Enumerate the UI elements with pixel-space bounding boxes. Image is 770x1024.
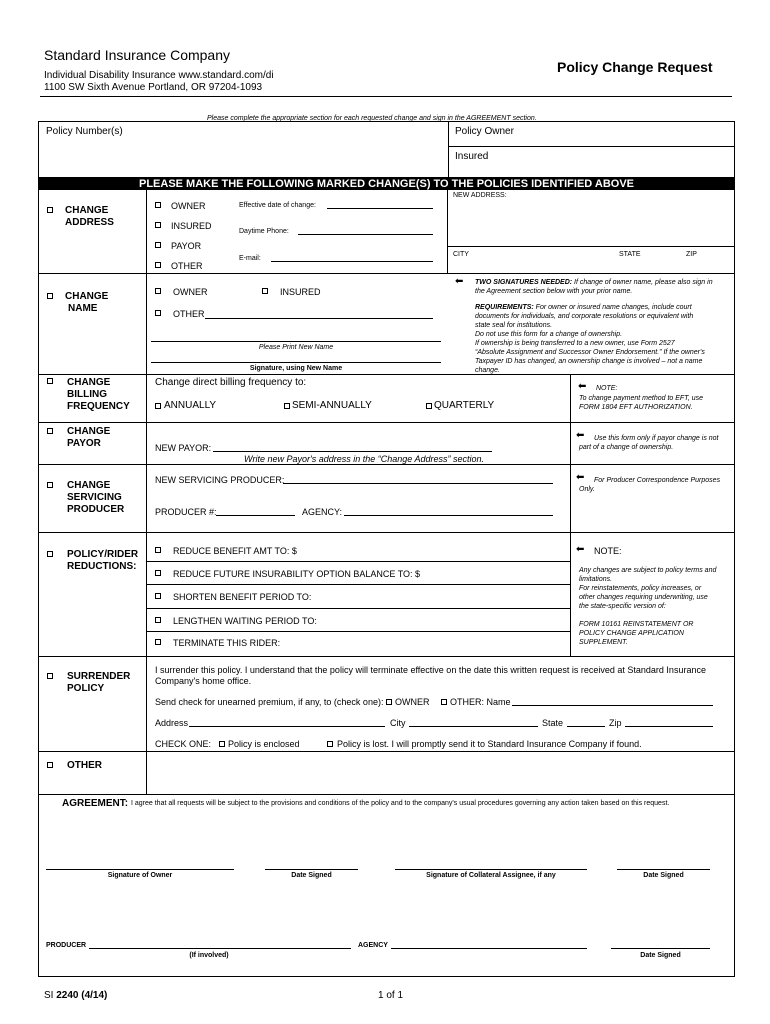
two-sig-bold: TWO SIGNATURES NEEDED: [475,279,573,286]
row-sep [447,273,735,274]
name-other-label: OTHER [173,309,205,319]
instruction-text: Please complete the appropriate section for each requested change and sign in the AGREEMENT section. [207,115,537,122]
surrender-zip-field[interactable] [625,726,713,727]
form-prefix: SI [44,990,57,1001]
payor-note-1: Use this form only if payor change is not [594,435,719,442]
name-owner-label: OWNER [173,287,208,297]
producer-sig-label: PRODUCER [46,942,87,949]
check-owner-label: OWNER [395,697,430,707]
assignee-date-field[interactable] [617,869,710,870]
address-owner-checkbox[interactable] [155,202,161,208]
req-note [475,303,692,312]
name-other-field[interactable] [205,318,433,319]
policy-owner-label: Policy Owner [455,126,514,137]
reductions-note-8: SUPPLEMENT. [579,639,628,646]
new-payor-label: NEW PAYOR: [155,443,212,453]
other-checkbox[interactable] [47,762,53,768]
city-rule [447,246,735,247]
change-name-checkbox[interactable] [47,293,53,299]
check-owner-checkbox[interactable] [386,699,392,705]
reduce-benefit-checkbox[interactable] [155,547,161,553]
if-involved-label: (If involved) [189,952,229,959]
label-column-divider [146,190,147,794]
surrender-label: POLICY [67,683,105,694]
row-sep [38,751,735,752]
form-number-bold: 2240 (4/14) [56,990,108,1001]
payor-address-note: Write new Payor's address in the “Change Address” section. [244,454,484,464]
notes-divider [570,374,571,656]
print-new-name-label [151,343,441,352]
change-producer-label: SERVICING [67,492,122,503]
annually-checkbox[interactable] [155,403,161,409]
top-divider [448,121,449,177]
lengthen-waiting-checkbox[interactable] [155,617,161,623]
req-note-4: Do not use this form for a change of ownership. [475,331,623,338]
arrow-left-icon: ⬅ [576,472,585,483]
row-sep [38,273,447,274]
billing-note-2: To change payment method to EFT, use [579,395,704,402]
reductions-note-2: limitations. [579,576,613,583]
owner-signature-field[interactable] [46,869,234,870]
req-note-8: change. [475,367,500,374]
two-sig-text: If change of owner name, please also sign in [572,279,713,286]
two-sig-note-2: the Agreement section below with your prior name. [475,288,633,295]
address-payor-checkbox[interactable] [155,242,161,248]
insured-label: Insured [455,151,489,162]
two-sig-note [475,278,713,287]
address-payor-label: PAYOR [171,241,202,251]
new-servicing-field[interactable] [283,483,553,484]
policy-lost-checkbox[interactable] [327,741,333,747]
row-sep [38,794,735,795]
page-number: 1 of 1 [378,990,404,1001]
billing-note-3: FORM 1804 EFT AUTHORIZATION. [579,404,693,411]
reductions-note-6: FORM 10161 REINSTATEMENT OR [579,621,694,628]
owner-date-label: Date Signed [291,872,332,879]
company-name: Standard Insurance Company [44,47,230,63]
surrender-zip-label: Zip [609,718,622,728]
reductions-label: POLICY/RIDER [67,549,139,560]
form-title: Policy Change Request [557,59,713,75]
policy-lost-label: Policy is lost. I will promptly send it to Standard Insurance Company if found. [337,739,642,749]
email-field[interactable] [271,261,433,262]
owner-signature-label: Signature of Owner [107,872,173,879]
agreement-text: I agree that all requests will be subject to the provisions and conditions of the policy and to the company's usual procedures governing any action taken based on this request. [131,800,670,807]
change-name-label: NAME [68,303,98,314]
req-note-5: If ownership is being transferred to a new owner, use Form 2527 [475,340,675,347]
surrender-text-1: I surrender this policy. I understand that the policy will terminate effective on the date this written request is received at Standard Insurance [155,665,706,675]
reduce-insurability-label: REDUCE FUTURE INSURABILITY OPTION BALANCE TO: $ [173,569,421,579]
policy-enclosed-label: Policy is enclosed [228,739,300,749]
change-producer-label: PRODUCER [67,504,125,515]
agreement-label: AGREEMENT: [62,798,129,809]
daytime-phone-field[interactable] [298,234,433,235]
producer-date-label: Date Signed [640,952,681,959]
change-name-label: CHANGE [65,291,109,302]
row-sep [38,374,735,375]
print-new-name-text: Please Print New Name [258,344,334,351]
annually-label: ANNUALLY [164,400,217,411]
surrender-checkbox[interactable] [47,673,53,679]
row-sep [38,422,735,423]
policy-enclosed-checkbox[interactable] [219,741,225,747]
req-bold: REQUIREMENTS: [475,304,534,311]
zip-label: ZIP [686,251,697,258]
banner-text: PLEASE MAKE THE FOLLOWING MARKED CHANGE(S) TO THE POLICIES IDENTIFIED ABOVE [138,178,635,190]
address-insured-label: INSURED [171,221,212,231]
form-number [44,990,107,1002]
name-insured-label: INSURED [280,287,321,297]
new-servicing-label: NEW SERVICING PRODUCER: [155,475,285,485]
change-payor-checkbox[interactable] [47,428,53,434]
producer-note-2: Only. [579,486,595,493]
check-other-checkbox[interactable] [441,699,447,705]
reductions-rule [146,608,570,609]
address-owner-label: OWNER [171,201,206,211]
change-address-label: ADDRESS [65,217,114,228]
change-producer-checkbox[interactable] [47,482,53,488]
req-note-2: documents for individuals, and corporate resolutions or equivalent with [475,313,694,320]
producer-num-field[interactable] [216,515,295,516]
reductions-note-5: the state-specific version of: [579,603,666,610]
agency-label: AGENCY: [302,507,343,517]
reductions-rule [146,584,570,585]
reductions-note-3: For reinstatements, policy increases, or [579,585,702,592]
effective-date-field[interactable] [327,208,433,209]
producer-note-1: For Producer Correspondence Purposes [594,477,721,484]
agency-sig-field[interactable] [391,948,587,949]
policy-numbers-label: Policy Number(s) [46,126,123,137]
agency-field[interactable] [344,515,553,516]
assignee-signature-field[interactable] [395,869,587,870]
check-other-label: OTHER: Name [450,697,511,707]
check-one-label: CHECK ONE: [155,739,212,749]
change-billing-label: CHANGE [67,377,111,388]
change-payor-label: PAYOR [67,438,101,449]
change-address-checkbox[interactable] [47,207,53,213]
reductions-checkbox[interactable] [47,551,53,557]
surrender-state-label: State [542,718,564,728]
quarterly-label: QUARTERLY [434,400,495,411]
assignee-signature-label: Signature of Collateral Assignee, if any [426,872,556,879]
arrow-left-icon: ⬅ [576,544,585,555]
semi-annually-checkbox[interactable] [284,403,290,409]
state-label: STATE [619,251,641,258]
new-address-label: NEW ADDRESS: [453,192,507,199]
surrender-label: SURRENDER [67,671,131,682]
change-producer-label: CHANGE [67,480,111,491]
signature-new-name-label: Signature, using New Name [249,365,343,372]
billing-prompt: Change direct billing frequency to: [155,377,307,388]
reductions-rule [146,631,570,632]
shorten-benefit-label: SHORTEN BENEFIT PERIOD TO: [173,592,312,602]
name-other-checkbox[interactable] [155,310,161,316]
surrender-address-field[interactable] [189,726,385,727]
header-rule [40,96,732,97]
change-billing-label: FREQUENCY [67,401,130,412]
producer-num-label: PRODUCER #: [155,507,217,517]
req-note-6: “Absolute Assignment and Successor Owner Endorsement.” If the owner's [475,349,705,356]
surrender-city-field[interactable] [409,726,538,727]
company-subline: Individual Disability Insurance www.standard.com/di [44,70,274,81]
new-payor-field[interactable] [213,451,492,452]
owner-date-field[interactable] [265,869,358,870]
req-note-3: state seal for institutions. [475,322,553,329]
req-note-7: Taxpayer ID has changed, an ownership change is involved – not a name [475,358,703,365]
surrender-city-label: City [390,718,406,728]
effective-date-label: Effective date of change: [239,202,316,209]
company-address: 1100 SW Sixth Avenue Portland, OR 97204-1093 [44,82,263,93]
change-billing-checkbox[interactable] [47,378,53,384]
send-check-label: Send check for unearned premium, if any, to (check one): [155,697,384,707]
surrender-state-field[interactable] [567,726,605,727]
semi-annually-label: SEMI-ANNUALLY [292,400,372,411]
address-other-label: OTHER [171,261,203,271]
row-sep [38,656,735,657]
address-other-checkbox[interactable] [155,262,161,268]
producer-sig-field[interactable] [89,948,351,949]
surrender-text-2: Company's home office. [155,676,252,686]
terminate-rider-label: TERMINATE THIS RIDER: [173,638,281,648]
other-label: OTHER [67,760,102,771]
arrow-left-icon: ⬅ [455,276,464,287]
daytime-phone-label: Daytime Phone: [239,228,289,235]
reductions-note-title: NOTE: [594,546,622,556]
change-payor-label: CHANGE [67,426,111,437]
arrow-left-icon: ⬅ [576,430,585,441]
reductions-note-7: POLICY CHANGE APPLICATION [579,630,684,637]
quarterly-checkbox[interactable] [426,403,432,409]
address-insured-checkbox[interactable] [155,222,161,228]
row-sep [38,532,735,533]
assignee-date-label: Date Signed [643,872,684,879]
terminate-rider-checkbox[interactable] [155,639,161,645]
req-text: For owner or insured name changes, include court [533,304,692,311]
reductions-rule [146,561,570,562]
address-right-divider [447,190,448,273]
shorten-benefit-checkbox[interactable] [155,593,161,599]
name-owner-checkbox[interactable] [155,288,161,294]
city-label: CITY [453,251,469,258]
change-billing-label: BILLING [67,389,107,400]
producer-date-field[interactable] [611,948,710,949]
owner-rule [448,146,735,147]
print-new-name-field[interactable] [151,341,441,342]
reductions-label: REDUCTIONS: [67,561,137,572]
name-insured-checkbox[interactable] [262,288,268,294]
reductions-note-4: other changes requiring underwriting, use [579,594,708,601]
agency-sig-label: AGENCY [358,942,388,949]
other-name-field[interactable] [512,705,713,706]
reduce-benefit-label: REDUCE BENEFIT AMT TO: $ [173,546,297,556]
change-address-label: CHANGE [65,205,109,216]
arrow-left-icon: ⬅ [578,381,587,392]
lengthen-waiting-label: LENGTHEN WAITING PERIOD TO: [173,616,317,626]
reduce-insurability-checkbox[interactable] [155,570,161,576]
billing-note-1: NOTE: [596,385,618,392]
payor-note-2: part of a change of ownership. [579,444,674,451]
reductions-note-1: Any changes are subject to policy terms and [579,567,717,574]
surrender-address-label: Address [155,718,189,728]
signature-new-name-field[interactable] [151,362,441,363]
email-label: E-mail: [239,255,261,262]
